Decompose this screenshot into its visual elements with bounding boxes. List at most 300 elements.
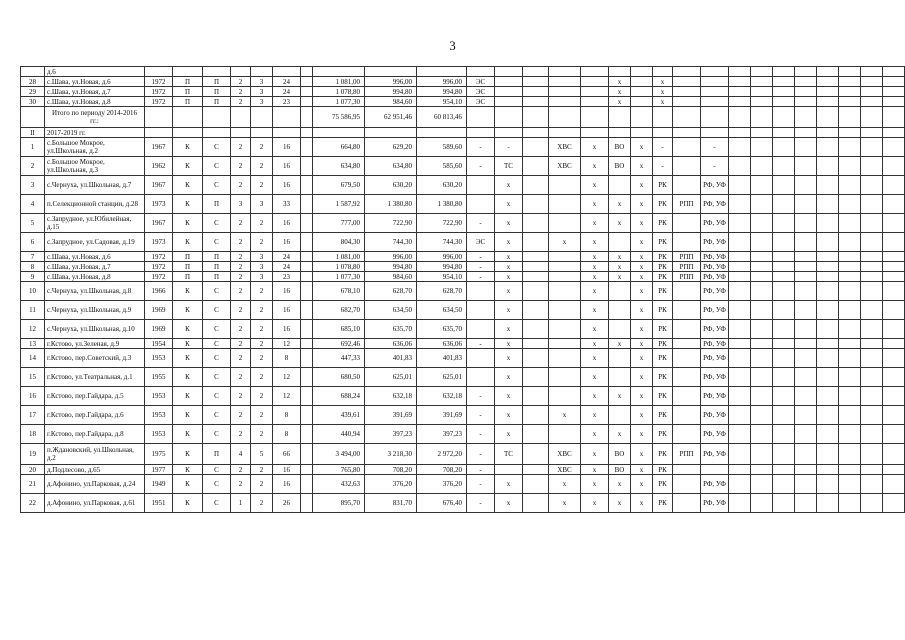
table-cell [751, 67, 773, 77]
table-cell: РФ, УФ [701, 494, 729, 513]
table-cell: 1953 [145, 349, 173, 368]
table-cell: х [495, 252, 523, 262]
table-cell [729, 339, 751, 349]
table-cell: - [467, 475, 495, 494]
table-cell [795, 339, 817, 349]
table-cell: 16 [273, 282, 301, 301]
table-cell [701, 67, 729, 77]
table-cell: 5 [251, 444, 273, 465]
table-cell: РФ, УФ [701, 339, 729, 349]
table-cell: х [581, 176, 609, 195]
table-cell [751, 87, 773, 97]
table-cell [861, 475, 883, 494]
table-cell: П [203, 262, 231, 272]
table-cell: 2 [231, 349, 251, 368]
table-cell: С [203, 387, 231, 406]
area-cell: 634,50 [417, 301, 467, 320]
table-cell [549, 339, 581, 349]
table-cell: х [581, 494, 609, 513]
area-cell: 679,50 [313, 176, 365, 195]
table-cell [729, 475, 751, 494]
table-cell [145, 107, 173, 128]
table-cell [673, 97, 701, 107]
table-cell: 2 [231, 262, 251, 272]
table-cell: К [173, 444, 203, 465]
table-cell [861, 387, 883, 406]
address-cell: Итого по периоду 2014-2016 гг.: [45, 107, 145, 128]
table-cell: 2 [231, 97, 251, 107]
table-cell [523, 349, 549, 368]
table-cell [301, 425, 313, 444]
table-cell: х [609, 494, 631, 513]
table-cell: С [203, 233, 231, 252]
table-cell [549, 262, 581, 272]
table-cell [523, 176, 549, 195]
table-cell [523, 138, 549, 157]
table-cell [301, 406, 313, 425]
table-cell: х [581, 301, 609, 320]
table-cell [839, 252, 861, 262]
table-cell [729, 128, 751, 138]
table-cell [751, 406, 773, 425]
table-cell: РФ, УФ [701, 262, 729, 272]
table-cell: 16 [273, 301, 301, 320]
area-cell: 401,83 [417, 349, 467, 368]
table-cell [817, 262, 839, 272]
table-cell [817, 195, 839, 214]
table-cell [729, 368, 751, 387]
table-cell [883, 301, 905, 320]
table-cell [653, 107, 673, 128]
address-cell: с.Чернуха, ул.Школьная, д.10 [45, 320, 145, 339]
table-cell: - [701, 138, 729, 157]
table-cell [467, 301, 495, 320]
table-cell [751, 301, 773, 320]
table-cell: 1972 [145, 77, 173, 87]
table-cell [301, 444, 313, 465]
table-cell: х [653, 87, 673, 97]
table-cell: х [631, 233, 653, 252]
table-cell: 2 [251, 233, 273, 252]
area-cell: 634,50 [365, 301, 417, 320]
table-cell [729, 272, 751, 282]
area-cell: 895,70 [313, 494, 365, 513]
table-cell [861, 262, 883, 272]
table-cell: ХВС [549, 444, 581, 465]
table-cell: С [203, 406, 231, 425]
table-row [21, 77, 905, 87]
table-cell [883, 368, 905, 387]
table-cell: х [631, 138, 653, 157]
table-cell [729, 176, 751, 195]
table-cell [883, 320, 905, 339]
table-cell [861, 67, 883, 77]
table-cell [549, 128, 581, 138]
row-number-cell: 17 [21, 406, 45, 425]
table-cell: 1955 [145, 368, 173, 387]
table-cell: С [203, 176, 231, 195]
table-cell: РФ, УФ [701, 272, 729, 282]
table-cell [673, 349, 701, 368]
table-cell: К [173, 138, 203, 157]
area-cell: 1 587,92 [313, 195, 365, 214]
table-cell: х [653, 77, 673, 87]
area-cell: 680,50 [313, 368, 365, 387]
area-cell: 376,20 [417, 475, 467, 494]
table-cell: ВО [609, 444, 631, 465]
table-cell [861, 233, 883, 252]
table-cell [883, 128, 905, 138]
table-cell: 3 [231, 195, 251, 214]
table-cell: 1969 [145, 320, 173, 339]
row-number-cell: 18 [21, 425, 45, 444]
table-cell: РПП [673, 262, 701, 272]
table-cell [883, 138, 905, 157]
address-cell: с.Большое Мокрое, ул.Школьная, д.3 [45, 157, 145, 176]
area-cell: 2 972,20 [417, 444, 467, 465]
table-cell: РПП [673, 195, 701, 214]
table-cell [609, 107, 631, 128]
table-cell [203, 107, 231, 128]
table-cell: РК [653, 465, 673, 475]
table-cell [581, 67, 609, 77]
table-cell [795, 195, 817, 214]
table-cell [609, 406, 631, 425]
table-cell [883, 425, 905, 444]
table-cell: х [495, 406, 523, 425]
table-cell: 1975 [145, 444, 173, 465]
table-cell [673, 425, 701, 444]
table-cell: ХВС [549, 465, 581, 475]
table-cell: 1966 [145, 282, 173, 301]
table-cell: РК [653, 320, 673, 339]
table-cell: П [203, 195, 231, 214]
table-row [21, 387, 905, 406]
table-cell [773, 425, 795, 444]
table-cell [839, 387, 861, 406]
table-cell [301, 67, 313, 77]
table-cell [839, 77, 861, 87]
table-cell: х [609, 214, 631, 233]
table-row [21, 406, 905, 425]
table-cell: РК [653, 349, 673, 368]
table-cell: С [203, 320, 231, 339]
area-cell: 744,30 [417, 233, 467, 252]
table-cell: х [581, 406, 609, 425]
table-cell: - [467, 262, 495, 272]
table-cell [795, 262, 817, 272]
table-cell [673, 494, 701, 513]
table-cell [795, 176, 817, 195]
table-cell: 1969 [145, 301, 173, 320]
table-cell: х [581, 339, 609, 349]
table-cell [817, 97, 839, 107]
table-cell: К [173, 368, 203, 387]
table-cell: ЭС [467, 77, 495, 87]
table-cell [729, 349, 751, 368]
table-cell [251, 128, 273, 138]
table-cell [467, 349, 495, 368]
table-cell: 2 [231, 320, 251, 339]
table-cell [631, 107, 653, 128]
table-cell [673, 368, 701, 387]
table-cell: х [549, 475, 581, 494]
table-cell: 1953 [145, 406, 173, 425]
table-cell: 8 [273, 406, 301, 425]
table-cell [523, 465, 549, 475]
area-cell: 984,60 [365, 97, 417, 107]
table-cell [751, 107, 773, 128]
table-cell [729, 444, 751, 465]
table-cell [817, 67, 839, 77]
table-row [21, 272, 905, 282]
area-cell: 1 077,30 [313, 272, 365, 282]
table-cell [301, 494, 313, 513]
table-cell: - [467, 465, 495, 475]
table-cell: 24 [273, 262, 301, 272]
area-cell: 447,33 [313, 349, 365, 368]
table-cell [301, 301, 313, 320]
row-number-cell: 7 [21, 252, 45, 262]
table-cell [817, 107, 839, 128]
table-cell [729, 387, 751, 406]
table-row [21, 138, 905, 157]
table-cell: х [581, 252, 609, 262]
table-cell [467, 128, 495, 138]
table-cell [673, 67, 701, 77]
table-cell [883, 475, 905, 494]
area-cell: 831,70 [365, 494, 417, 513]
table-cell [701, 87, 729, 97]
table-cell: 24 [273, 252, 301, 262]
table-cell [883, 214, 905, 233]
table-cell: ЭС [467, 233, 495, 252]
area-cell: 62 951,46 [365, 107, 417, 128]
table-cell [523, 282, 549, 301]
table-cell: РПП [673, 252, 701, 262]
area-cell: 1 078,80 [313, 87, 365, 97]
table-cell: 2 [251, 465, 273, 475]
table-cell: РК [653, 387, 673, 406]
table-cell [301, 176, 313, 195]
table-cell: 2 [231, 387, 251, 406]
table-cell [523, 77, 549, 87]
table-cell: 2 [251, 406, 273, 425]
table-cell [145, 67, 173, 77]
table-cell: х [609, 339, 631, 349]
table-cell [673, 465, 701, 475]
table-cell [301, 97, 313, 107]
table-cell: х [631, 349, 653, 368]
table-cell [839, 465, 861, 475]
table-cell [631, 67, 653, 77]
table-cell [817, 272, 839, 282]
table-cell: РК [653, 444, 673, 465]
table-cell [751, 77, 773, 87]
area-cell: 636,06 [365, 339, 417, 349]
table-cell [795, 67, 817, 77]
area-cell: 635,70 [417, 320, 467, 339]
table-cell [609, 67, 631, 77]
row-number-cell: 16 [21, 387, 45, 406]
address-cell: с.Чернуха, ул.Школьная, д.9 [45, 301, 145, 320]
table-cell [609, 233, 631, 252]
table-cell [839, 368, 861, 387]
table-cell [795, 97, 817, 107]
table-row [21, 97, 905, 107]
address-cell: с.Шава, ул.Новая, д.6 [45, 77, 145, 87]
table-cell [729, 214, 751, 233]
table-cell [729, 494, 751, 513]
table-cell [301, 87, 313, 97]
table-cell [549, 282, 581, 301]
table-cell: х [581, 475, 609, 494]
table-cell [883, 107, 905, 128]
table-cell: х [631, 262, 653, 272]
table-cell: х [495, 262, 523, 272]
row-number-cell: 10 [21, 282, 45, 301]
area-cell: 397,23 [417, 425, 467, 444]
table-cell [773, 406, 795, 425]
table-cell [751, 157, 773, 176]
area-cell [417, 128, 467, 138]
table-cell [883, 339, 905, 349]
table-cell: 23 [273, 97, 301, 107]
table-cell [751, 425, 773, 444]
table-cell: С [203, 368, 231, 387]
table-row [21, 107, 905, 128]
table-cell: х [609, 195, 631, 214]
table-cell: - [467, 494, 495, 513]
table-cell [839, 301, 861, 320]
table-cell: - [467, 157, 495, 176]
table-cell [795, 387, 817, 406]
table-cell: 16 [273, 465, 301, 475]
table-cell: х [581, 262, 609, 272]
table-cell [773, 107, 795, 128]
table-cell [203, 67, 231, 77]
table-cell [495, 97, 523, 107]
table-cell [795, 128, 817, 138]
area-cell: 391,69 [365, 406, 417, 425]
table-cell: 2 [251, 320, 273, 339]
address-cell: с.Шава, ул.Новая, д.7 [45, 262, 145, 272]
table-cell: К [173, 494, 203, 513]
table-cell [817, 214, 839, 233]
table-cell [773, 444, 795, 465]
address-cell: с.Шава, ул.Новая, д.8 [45, 97, 145, 107]
table-cell [773, 77, 795, 87]
table-cell [523, 406, 549, 425]
table-cell [795, 349, 817, 368]
table-cell: х [495, 349, 523, 368]
table-cell: 2 [231, 425, 251, 444]
table-cell: 2 [251, 282, 273, 301]
table-cell [751, 320, 773, 339]
table-cell [795, 444, 817, 465]
table-cell [701, 107, 729, 128]
table-cell: - [653, 157, 673, 176]
table-cell: х [631, 272, 653, 282]
row-number-cell: 5 [21, 214, 45, 233]
table-cell: 2 [251, 214, 273, 233]
address-cell: 2017-2019 гг. [45, 128, 145, 138]
table-cell [673, 138, 701, 157]
table-row [21, 475, 905, 494]
table-cell [817, 87, 839, 97]
table-cell [301, 475, 313, 494]
row-number-cell [21, 67, 45, 77]
address-cell: п.Селекционной станции, д.28 [45, 195, 145, 214]
table-cell [523, 301, 549, 320]
table-cell: х [609, 252, 631, 262]
table-cell [773, 339, 795, 349]
table-cell [581, 107, 609, 128]
table-cell: 2 [231, 87, 251, 97]
table-cell [301, 138, 313, 157]
table-cell [301, 339, 313, 349]
table-cell [301, 195, 313, 214]
table-cell: 1951 [145, 494, 173, 513]
table-row [21, 368, 905, 387]
table-cell [523, 444, 549, 465]
table-cell [549, 301, 581, 320]
area-cell: 628,70 [417, 282, 467, 301]
table-cell [523, 214, 549, 233]
table-cell: 16 [273, 176, 301, 195]
table-cell [861, 214, 883, 233]
area-cell: 682,70 [313, 301, 365, 320]
table-cell: 16 [273, 233, 301, 252]
table-cell [701, 97, 729, 107]
row-number-cell: 30 [21, 97, 45, 107]
table-cell: х [495, 475, 523, 494]
table-cell [817, 301, 839, 320]
table-cell [581, 77, 609, 87]
table-cell: П [173, 272, 203, 282]
table-cell: К [173, 406, 203, 425]
table-cell: х [495, 282, 523, 301]
table-cell [751, 128, 773, 138]
table-cell [795, 272, 817, 282]
table-cell [751, 138, 773, 157]
table-cell [751, 272, 773, 282]
table-cell [729, 195, 751, 214]
table-cell [839, 272, 861, 282]
table-cell [839, 444, 861, 465]
table-cell: 16 [273, 157, 301, 176]
table-cell: - [467, 425, 495, 444]
table-cell [631, 97, 653, 107]
table-cell [251, 67, 273, 77]
table-cell: РК [653, 214, 673, 233]
table-cell [231, 67, 251, 77]
table-cell: 2 [231, 301, 251, 320]
table-cell [883, 67, 905, 77]
table-cell: - [467, 406, 495, 425]
table-cell: К [173, 176, 203, 195]
area-cell: 432,63 [313, 475, 365, 494]
table-cell [817, 475, 839, 494]
table-cell [883, 282, 905, 301]
table-cell: х [495, 320, 523, 339]
table-cell [523, 233, 549, 252]
table-cell [795, 475, 817, 494]
table-cell: х [495, 494, 523, 513]
table-cell: 26 [273, 494, 301, 513]
table-cell: х [549, 233, 581, 252]
table-cell: 2 [251, 339, 273, 349]
